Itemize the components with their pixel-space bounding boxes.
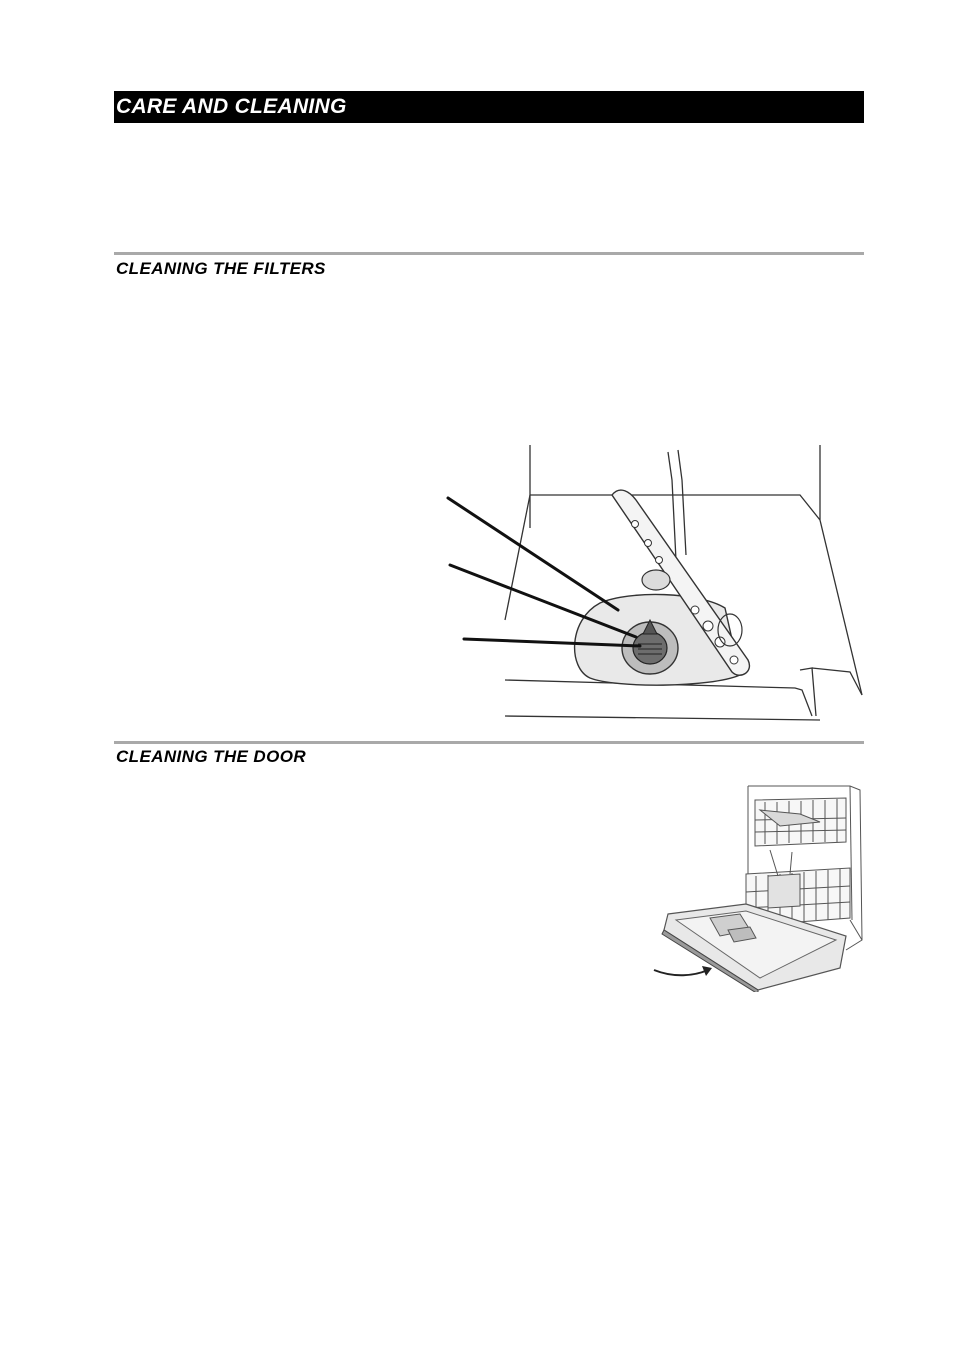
callout-line-filter-plate xyxy=(448,498,618,610)
page-title-bar xyxy=(114,91,864,123)
spray-arm-nozzle-icon xyxy=(632,521,639,528)
door-arrow-curve xyxy=(654,970,708,975)
tub-right-wall-line xyxy=(820,445,862,695)
section-heading-door: CLEANING THE DOOR xyxy=(116,747,307,766)
section-divider-filters xyxy=(114,252,864,255)
open-dishwasher-illustration xyxy=(650,780,866,992)
tub-floor-left-line xyxy=(505,495,530,620)
cutlery-basket-shape xyxy=(768,874,800,908)
coarse-filter-shape xyxy=(633,632,667,664)
section-divider-door xyxy=(114,741,864,744)
tub-back-edge-line xyxy=(530,495,820,520)
supply-pipe-line xyxy=(668,452,676,560)
filter-assembly-illustration xyxy=(440,440,866,725)
section-heading-filters: CLEANING THE FILTERS xyxy=(116,259,326,278)
page-title: CARE AND CLEANING xyxy=(116,95,347,118)
